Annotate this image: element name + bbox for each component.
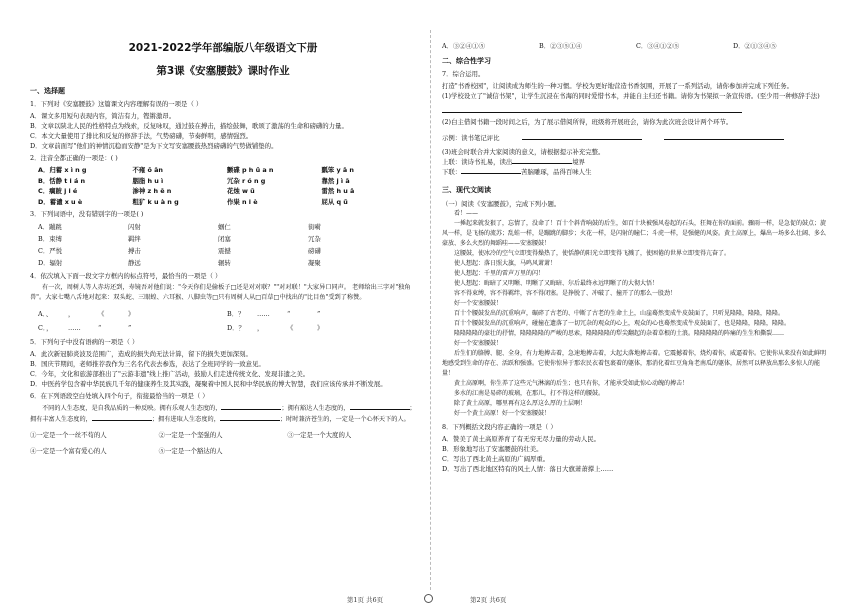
q6-opt-5: ⑤一定是一个豁达的人 [158,447,223,455]
q7-line1-label: 上联：读诗书礼易，读出 [442,158,513,166]
q2-a3: 颤碟 p h ǔ a n [227,166,274,174]
reading-para: 使人想起：落日照大旗，马鸣风萧萧！ [454,260,557,267]
question-7-task-1: (1)学校设立了"诚信书架"，让学生沉浸在书海的同时爱惜书本，并能自主归还书籍。请你为书架拟一条宣传语。(至少用一种修辞手法) [442,92,820,100]
q3-d4: 凝聚 [308,259,321,267]
q6-opt-3: ③一定是一个大度的人 [287,431,352,439]
reading-para: 看！—— [454,210,479,217]
q2-d4: 屁从 q ǔ [321,197,348,206]
question-5-option-c: C．今年，文化和旅游部推出了"云游非遗"线上推广活动，鼓励人们走进传统文化、发现非遗之美。 [30,370,310,378]
document-title: 2021-2022学年部编版八年级语文下册 [128,42,318,54]
right-page [430,0,860,608]
q2-b3: 冗杂 r ó n g [227,176,266,185]
q4-b4: ” [317,310,321,318]
reading-para: 一捶起来就发狠了，忘情了，没命了！百十个斜背响鼓的后生，如百十块被强风卷起的石头，狂舞在你的面前。骤雨一样，是急促的鼓点；旋风一样，是飞扬的流苏；乱蛙一样，是蹦跳的脚步；火花一样，是闪射的瞳仁；斗虎一样，是强健的风姿。黄土高原上，爆出一场多么壮阔、多么豪放、多么火烈的舞蹈哇——安塞腰鼓！ [442,220,827,247]
q6-passage-5: ；时时兼济苍生的，一定是一个心怀天下的人。 [279,416,410,423]
q4-a3: 《 [98,310,105,318]
q7-example-label: 示例：读书笔记评比 [442,134,500,142]
q6-passage-3: ；拥有丰富人生态度的， [30,405,416,423]
reading-para: 后生们的胳膊、腿、全身，有力地搏击着，急速地搏击着，大起大落地搏击着。它震撼着你，烧灼着你，威逼着你。它使你从来没有如此鲜明地感受到生命的存在、活跃和强盛。它使你惊异于那农民衣着包裹着的躯体，那消化着红豆角角老南瓜的躯体，居然可以释放出那么多惊人的能量！ [442,350,827,377]
q6-opt-1: ①一定是一个一丝不苟的人 [30,431,107,439]
question-8-stem: 8．下列概括文段内容正确的一项是（ ） [442,423,557,431]
section-choice-heading: 一、选择题 [30,87,65,95]
q3-c1: C．严悦 [38,247,63,255]
q3-d3: 辗转 [218,259,231,267]
reading-para: 好一个安塞腰鼓！ [454,300,503,307]
q7-line2-label: 下联： [442,168,462,176]
q4-b1: B．？ [227,310,245,318]
q6-passage-2: ；拥有豁达人生态度的， [281,405,350,412]
q3-b3: 闭塞 [218,235,231,243]
q2-c1: C．瘸跛 j i é [38,187,78,195]
question-7-stem: 7．综合运用。 [442,70,485,78]
question-1-option-d: D．文章前面写"他们的神情沉稳而安静"是为下文写安塞腰鼓热烈磅礴的气势做铺垫的。 [30,142,278,150]
section-reading-heading: 三、现代文阅读 [442,186,491,194]
q7-line2-tail: 苦脑雕琢，品得百味人生 [521,168,592,176]
reading-para: 好一个黄土高原！好一个安塞腰鼓！ [454,410,551,417]
question-6-passage [30,403,416,425]
q4-c2: …… [68,324,81,332]
question-3-stem: 3．下列词语中，没有错别字的一项是( ) [30,210,144,218]
question-5-option-d: D．中医药学包含着中华民族几千年的健康养生及其实践，凝聚着中国人民和中华民族的博大智慧，我们应该传承并不断发展。 [30,380,387,388]
document-subtitle: 第3课《安塞腰鼓》课时作业 [156,65,290,77]
q3-c3: 震撼 [218,247,231,255]
q6-blank-2 [350,403,410,410]
section-comprehensive-heading: 二、综合性学习 [442,57,491,65]
question-7-answer-line-1 [442,103,742,113]
q6-blank-1 [221,403,281,410]
q7-blank-b [664,133,784,140]
question-8-option-d: D．写出了西北地区特有的风土人情：落日大旗萧萧撑上…… [442,465,614,473]
question-6-options-row2 [30,446,416,457]
reading-para: 除了黄土高原，哪里再有这么厚这么厚的土层啊！ [454,400,587,407]
q4-d4: 》 [317,324,324,332]
q2-d2: 粗犷 k u à n g [132,197,179,206]
q6-answer-b: B．②③⑤①④ [539,42,583,50]
q2-d3: 作粜 n i è [227,197,258,206]
question-6-answers [442,40,830,52]
q2-c2: 渗神 z h ē n [132,187,172,195]
q6-passage-1: 不同的人生态度，是自我品质的一种反映。拥有乐观人生态度的， [42,405,222,412]
question-1-option-b: B．文章以陕北人民的性格特点为线索，反复咏叹，通过鼓在搏击，描绘鼓舞，歌颂了激荡的生命和磅礴的力量。 [30,122,348,130]
q4-d1: D．？ [227,324,245,332]
question-8-option-a: A．赞美了黄土高原养育了有无穷无尽力量的劳动人民。 [442,435,600,443]
page-number-left: 第1页 共6页 [346,596,384,604]
q7-line1-blank [512,157,572,164]
q2-a1: A．归蓄 x ì n g [38,166,87,174]
question-2-options [38,165,416,207]
q2-a2: 不雍 ǒ ān [132,166,163,174]
q6-answer-c: C．③④①②⑤ [636,42,680,50]
question-1-option-c: C．本文大量使用了排比和反复的修辞手法，气势磅礴，节奏鲜明，感情强烈。 [30,132,253,140]
question-4-options [38,307,416,335]
question-4-stem: 4．依次填入下面一段文字方框内的标点符号，最恰当的一项是（ ） [30,272,222,280]
question-8-option-b: B．形象地写出了安塞腰鼓的壮美。 [442,445,543,453]
question-4-passage: 有一次，周树人等人赤坊还到，寿镜吾对他们说："今天你们是偷板子□还是对对联？""对对联！"大家异口同声。 老师给出三字对"独角兽"。大家七嘴八舌地对起来：双头蛇、三眼蝗、六耳猴、八脚虫等□只有周树人从□百草□中找出的"比目鱼"受到了称赞。 [30,284,411,301]
reading-para: 使人想起：千里的雷声万里的闪！ [454,270,545,277]
question-6-options [30,430,416,441]
q3-b1: B．束缚 [38,235,62,243]
q3-a1: A．蹦跳 [38,223,62,231]
question-5-option-a: A．此次新冠肺炎波及范围广，造成的损失尚无法计算，留下的损失更加深刻。 [30,350,252,358]
q3-d2: 静远 [128,259,141,267]
q4-c3: “ [98,324,102,332]
question-6-stem: 6．在下列语段空白处填入四个句子，衔接最恰当的一项是（ ） [30,392,209,400]
q7-line2-blank [461,167,521,174]
q4-a1: A．、 [38,310,53,318]
q3-a4: 街嗬 [308,223,321,231]
q4-a4: 》 [128,310,135,318]
q3-c4: 磅礴 [308,247,321,255]
reading-intro: （一）阅读《安塞腰鼓》，完成下列小题。 [442,200,561,208]
question-5-stem: 5．下列句子中没有语病的一项是（ ） [30,338,139,346]
q3-c2: 搏击 [128,247,141,255]
question-5-option-b: B．国庆节期间，老师推荐我作为三名名代表去参选，表达了全班同学的一致意见。 [30,360,265,368]
question-7-example [442,133,830,143]
q2-b1: B．恬静 t i á n [38,176,86,185]
reading-para: 百十个腰鼓发出的沉重响声，碰撞在遗落了一切冗杂的观众的心上，观众的心也蓦然变成牛皮鼓面了，也是隆隆，隆隆，隆隆。 [454,320,791,327]
q4-c1: C．， [38,324,53,332]
q4-c4: ” [128,324,132,332]
reading-para: 百十个腰鼓发出的沉重响声，碾碎了古老的、中断了古老的生命土上，山崖蓦然变成牛皮鼓面了，只听见隆隆，隆隆，隆隆。 [454,310,785,317]
reading-para: 黄土高原啊，你生养了这些元气淋漓的后生；也只有你，才能承受如此惊心动魄的搏击！ [454,380,689,387]
q2-d1: D．蓄谴 x u è [38,197,83,206]
question-7-couplet-2 [442,167,830,177]
q6-opt-4: ④一定是一个富有爱心的人 [30,447,107,455]
question-7-intro: 打造"书香校园"，让阅读成为师生的一种习惯。学校为更好地营造书香氛围，开展了一系列活动，请你参加并完成下列任务。 [442,82,793,90]
reading-para: 隆隆隆隆的豪壮的抒情，隆隆隆隆的严峻的思索，隆隆隆隆的犁尖翻起的杂着草根的土浪。隆隆隆隆的阵痛的生生和撕裂…… [454,330,785,337]
q6-passage-4: ；拥有进取人生态度的， [151,416,220,423]
q3-a3: 蝈仁 [218,223,231,231]
q3-b2: 羁绊 [128,235,141,243]
q6-answer-a: A．③②④①⑤ [442,42,485,50]
q4-b3: “ [287,310,291,318]
reading-para: 好一个安塞腰鼓！ [454,340,503,347]
q6-blank-3 [92,414,152,421]
question-7-task-3: (3)班会时联合并大家阅读的意义，请根据提示补充完整。 [442,148,605,156]
question-8-option-c: C．写出了西北黄土高原的广阔厚重。 [442,455,550,463]
reading-passage [442,209,830,419]
question-1-stem: 1．下列对《安塞腰鼓》这篇课文内容理解有误的一项是（ ） [30,100,203,108]
q6-answer-d: D．②①③④⑤ [733,42,777,50]
page-number-right: 第2页 共6页 [470,596,507,604]
q4-d3: 《 [287,324,294,332]
question-1-option-a: A．课文多用短句表现内容，简洁有力，铿锵激昂。 [30,112,176,120]
question-3-options [38,221,416,269]
q2-c3: 花烛 w ǔ [227,187,255,195]
q7-blank-a [522,133,642,140]
q6-opt-2: ②一定是一个坚强的人 [158,431,223,439]
q2-b2: 胭脂 h u ì [132,176,164,185]
q3-b4: 冗杂 [308,235,321,243]
question-7-task-2: (2)白主借阅书籍一段时间之后，为了展示借阅所得，班级将开展班会，请你为此次班会设计两个环节。 [442,118,733,126]
reading-para: 使人想起：晦暗了又明晰、明晰了又晦暗、尔后最终永远明晰了的大彻大悟！ [454,280,659,287]
q2-b4: 靠然 j ì ā [321,176,350,185]
question-7-couplet-1 [442,157,830,167]
q2-a4: 瓢笨 y ā n [321,166,354,174]
reading-para: 多水的江南是易碎的玻璃，在那儿，打不得这样的腰鼓。 [454,390,605,397]
q2-c4: 雷然 h u ā [321,187,355,195]
q3-a2: 闪射 [128,223,141,231]
q4-a2: ， [68,310,75,318]
q6-blank-4 [220,414,280,421]
q3-d1: D．辐射 [38,259,63,267]
q4-b2: …… [257,310,270,318]
question-2-stem: 2．注音全都正确的一项是：( ) [30,154,118,162]
reading-para: 容不得束缚，容不得羁绊，容不得闭塞。是挣脱了、冲破了、撞开了的那么一股劲！ [454,290,677,297]
q7-line1-tail: 境界 [572,158,586,166]
q4-d2: ， [257,324,264,332]
reading-para: 这腰鼓，使冰冷的空气立即变得燥热了，使恬静的阳光立即变得飞溅了，使困倦的世界立即变得亢奋了。 [454,250,731,257]
